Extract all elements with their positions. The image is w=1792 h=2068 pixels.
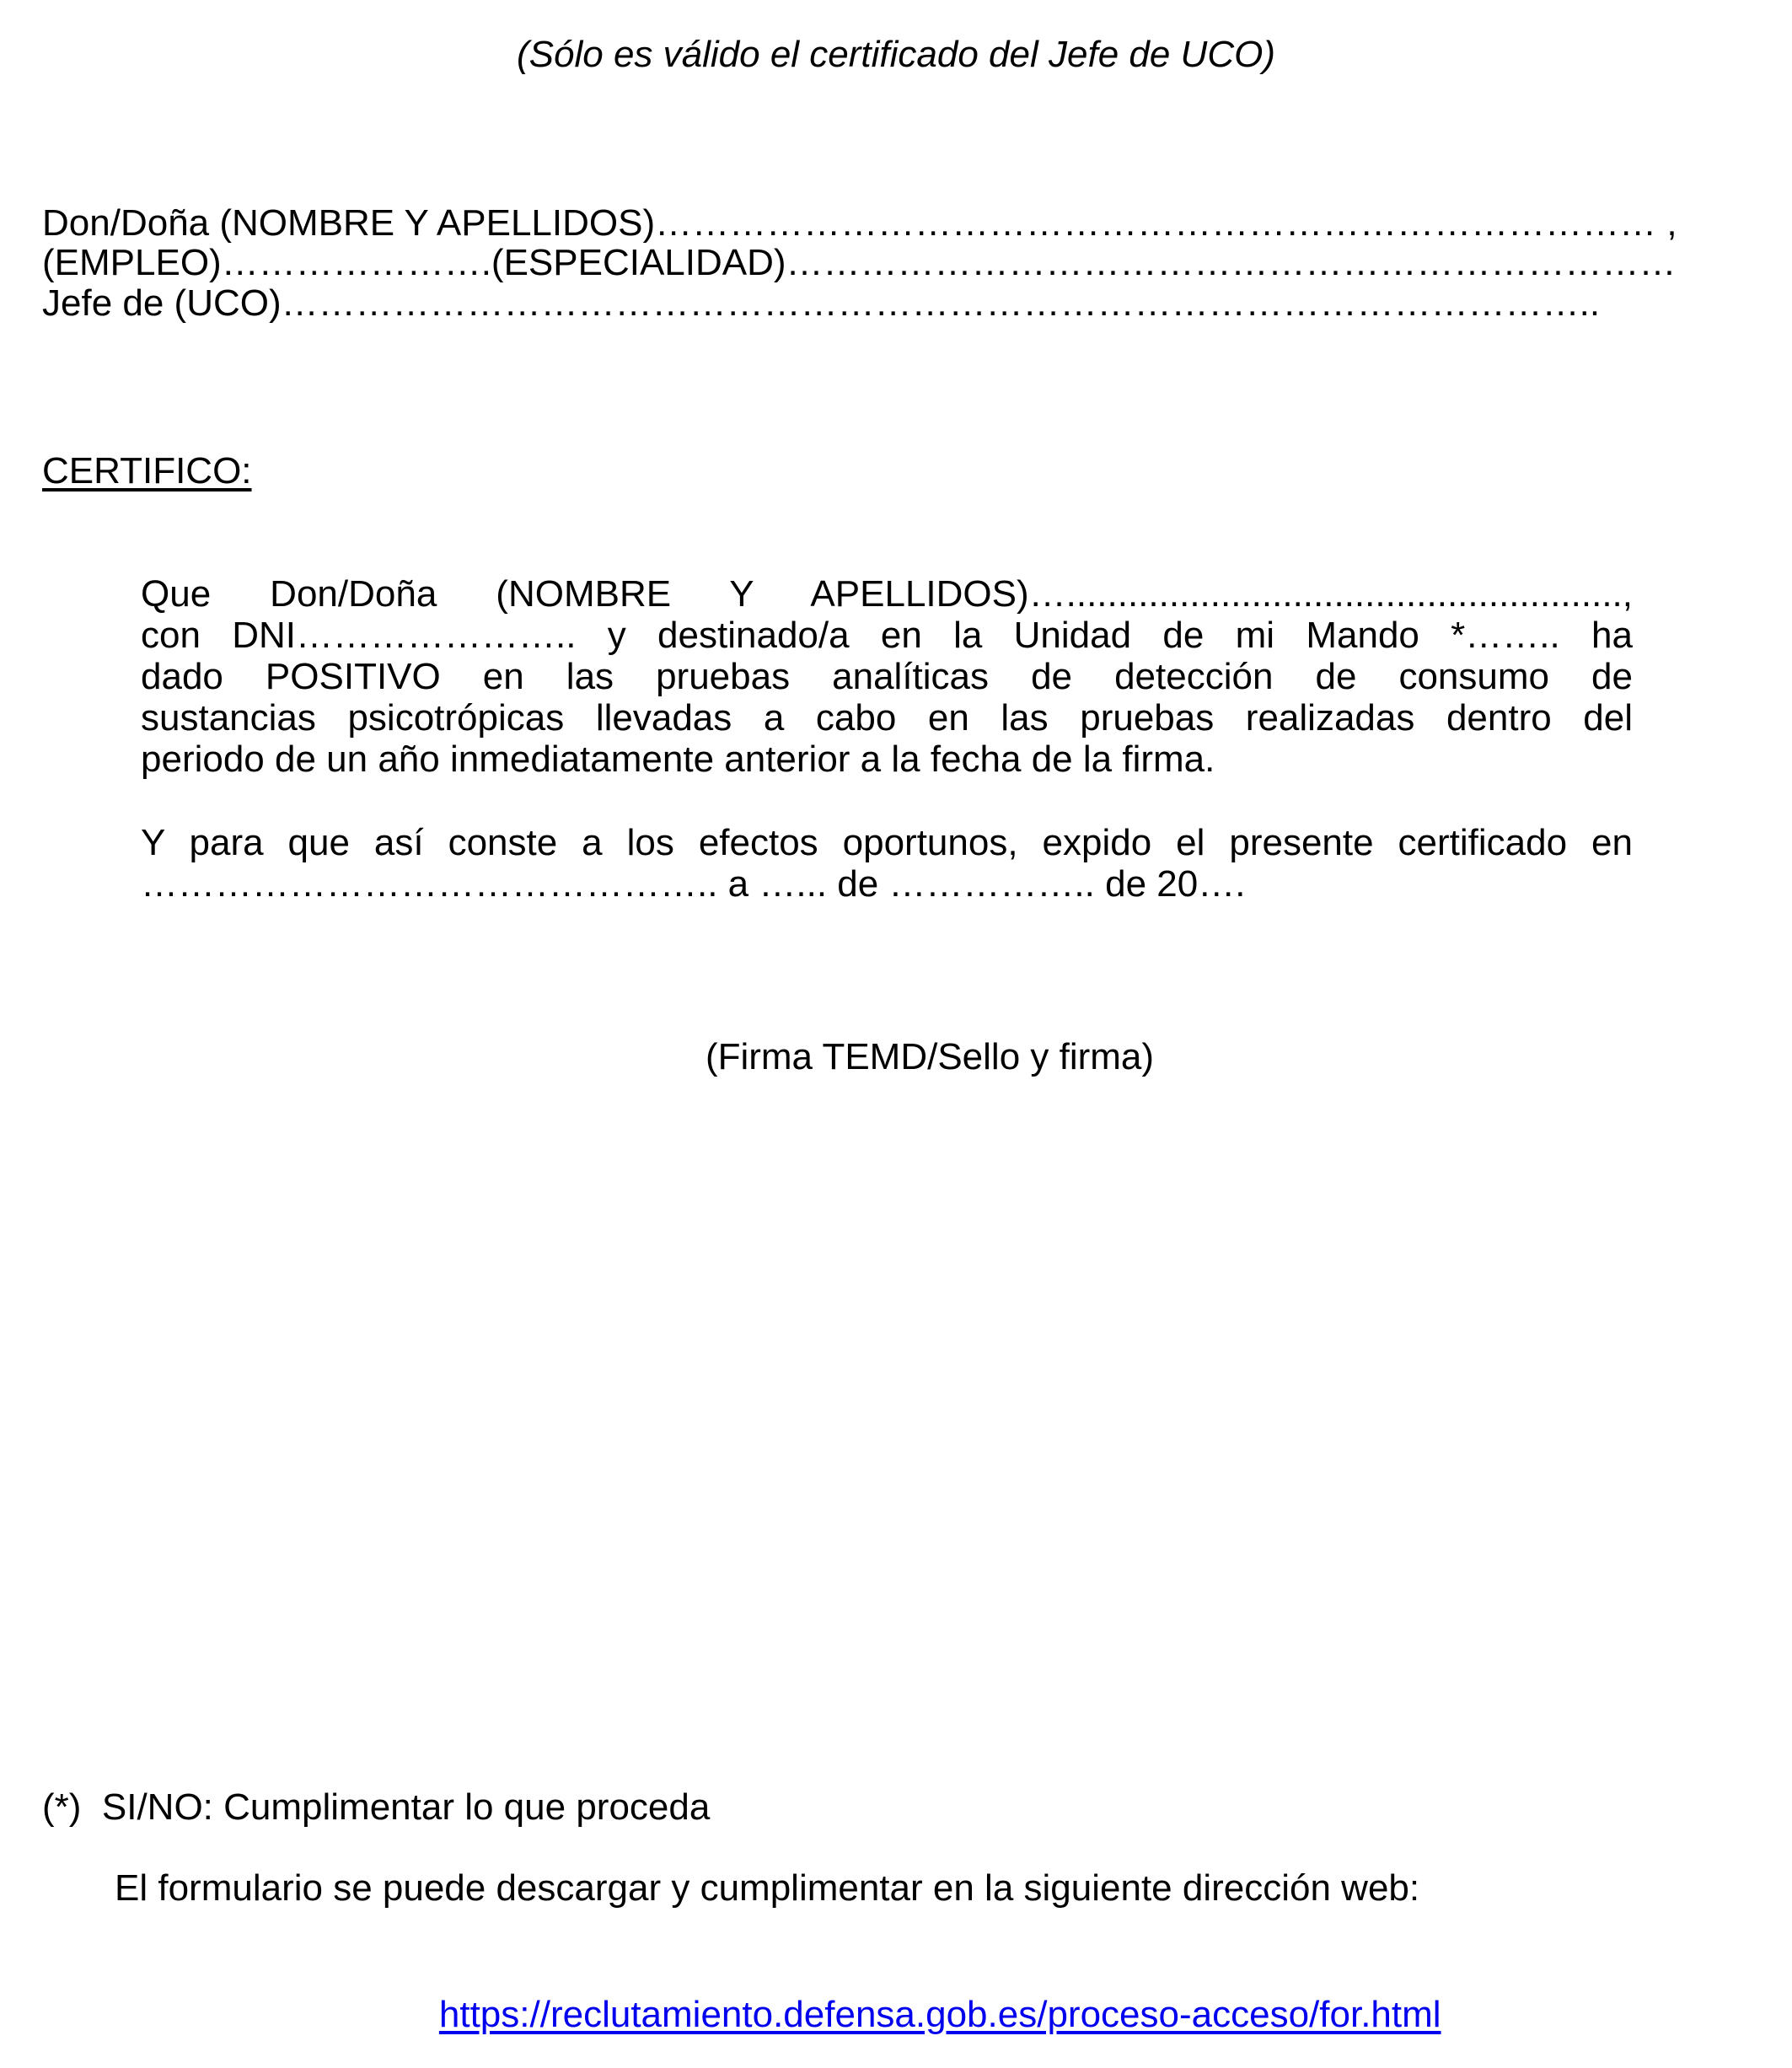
identity-rank-specialty-line: (EMPLEO)………………….(ESPECIALIDAD)……………………………………………………………… <box>42 242 1677 283</box>
closing-date-line: ……………………………………….. a …... de …………….. de 20…. <box>141 863 1246 905</box>
certification-line: Que Don/Doña (NOMBRE Y APELLIDOS)…......................................................, <box>141 573 1633 615</box>
certifico-heading: CERTIFICO: <box>42 450 252 491</box>
certification-line: dado POSITIVO en las pruebas analíticas de detección de consumo de <box>141 656 1633 697</box>
signature-label: (Firma TEMD/Sello y firma) <box>705 1036 1155 1077</box>
identity-unit-chief-line: Jefe de (UCO)…………………………………………………………………………………………….. <box>42 282 1601 324</box>
certification-line: periodo de un año inmediatamente anterior a la fecha de la firma. <box>141 739 1215 780</box>
form-url-link[interactable]: https://reclutamiento.defensa.gob.es/proceso-acceso/for.html <box>438 1994 1441 2035</box>
certification-paragraph <box>141 573 1633 780</box>
form-url-container <box>0 1952 1792 2036</box>
closing-line: Y para que así conste a los efectos oportunos, expido el presente certificado en <box>141 822 1633 863</box>
identity-name-line: Don/Doña (NOMBRE Y APELLIDOS)……………………………………………………………………… , <box>42 202 1677 244</box>
validity-note: (Sólo es válido el certificado del Jefe de UCO) <box>517 34 1275 75</box>
certification-line: sustancias psicotrópicas llevadas a cabo en las pruebas realizadas dentro del <box>141 697 1633 739</box>
footnote: (*) SI/NO: Cumplimentar lo que proceda <box>42 1786 711 1828</box>
download-note: El formulario se puede descargar y cumplimentar en la siguiente dirección web: <box>115 1867 1420 1909</box>
closing-paragraph <box>141 822 1633 905</box>
certification-line: con DNI………………….. y destinado/a en la Unidad de mi Mando *…….. ha <box>141 615 1633 656</box>
